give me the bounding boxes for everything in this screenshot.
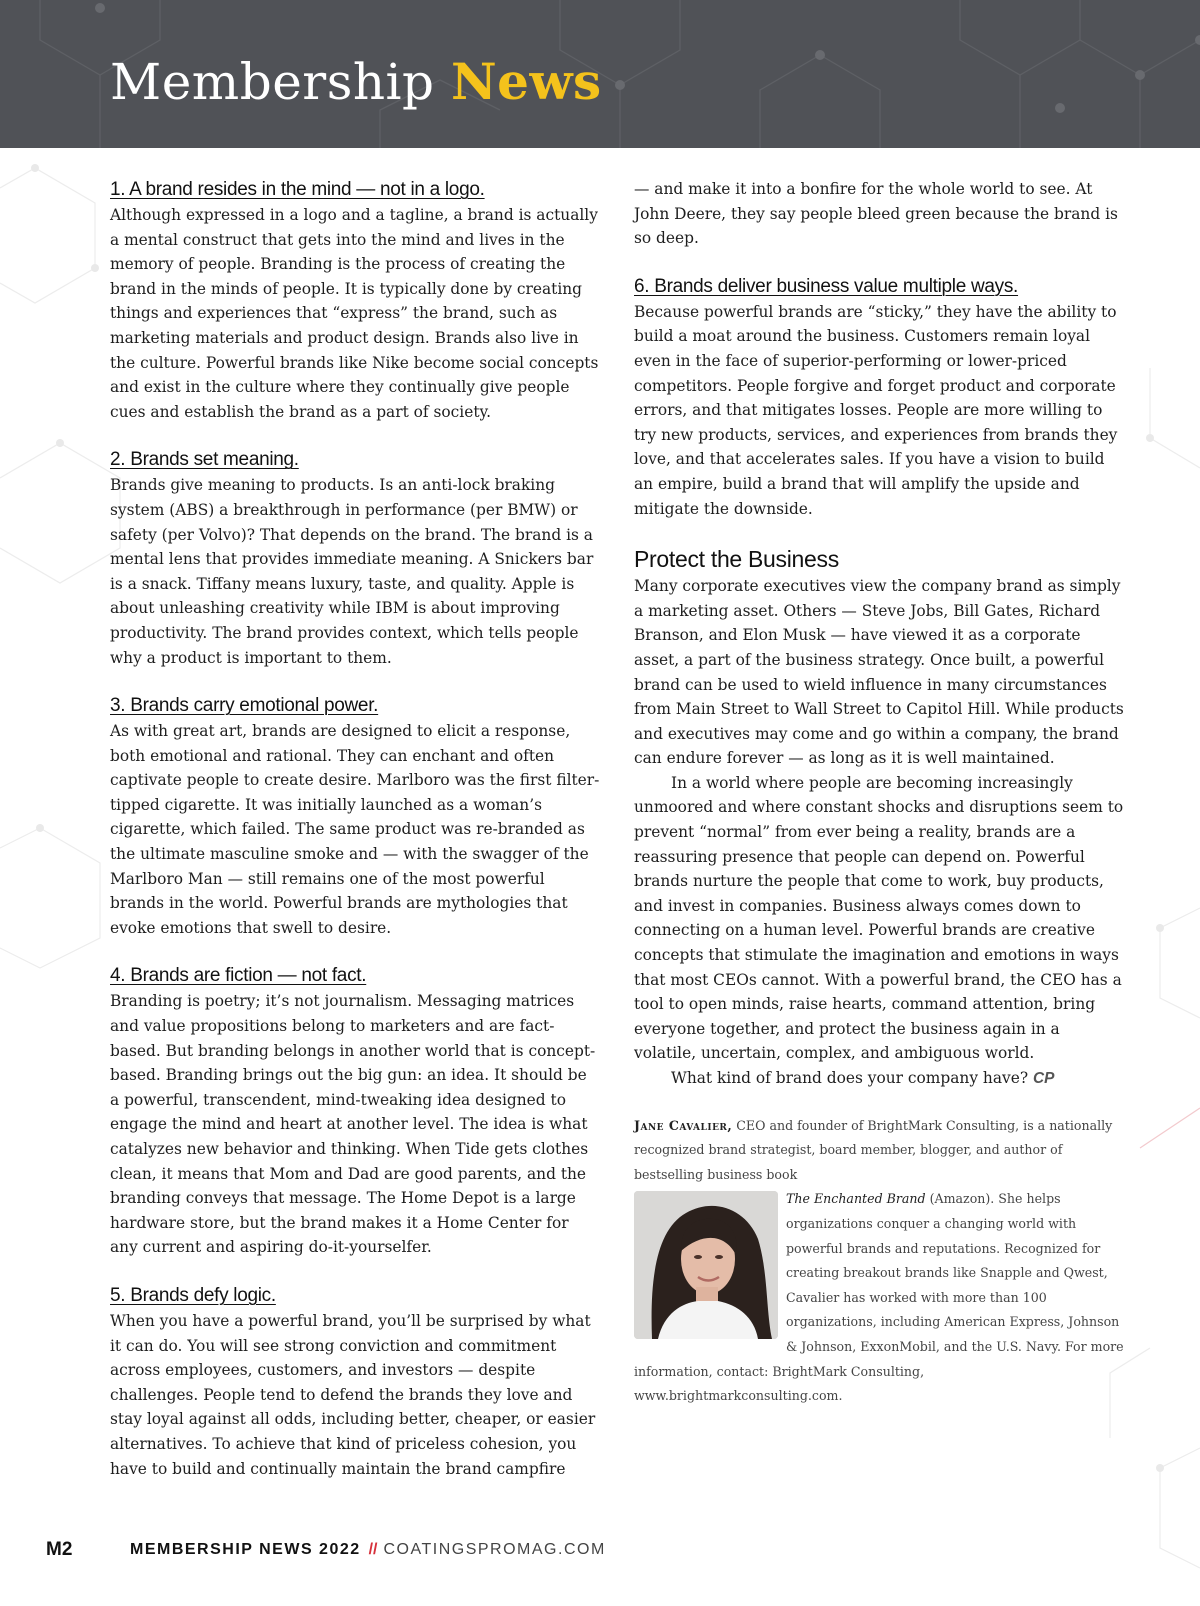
author-name: Jane Cavalier, bbox=[634, 1117, 733, 1133]
section-1-text: Although expressed in a logo and a tagline, a brand is actually a mental construct that gets into the mind and lives in the memory of people. Branding is the process of creating the brand in the minds of people. It is typically done by creating things and experiences that “express” the brand, such as marketing materials and product design. Brands also live in the culture. Powerful brands like Nike become social concepts and exist in the culture where they continually give people cues and establish the brand as a part of society. bbox=[110, 206, 599, 421]
author-portrait-image bbox=[634, 1191, 778, 1339]
section-5-heading: 5. Brands defy logic. bbox=[110, 1284, 276, 1306]
protect-paragraph-2: In a world where people are becoming increasingly unmoored and where constant shocks and disruptions seem to prevent “normal” from ever being a reality, brands are a reassuring presence that people can depend on. Powerful brands nurture the people that come to work, buy products, and invest in companies. Business always comes down to connecting on a human level. Powerful brands are creative concepts that stimulate the imagination and emotions in ways that most CEOs cannot. With a powerful brand, the CEO has a tool to open minds, raise hearts, command attention, bring everyone together, and protect the business again in a volatile, uncertain, complex, and ambiguous world. bbox=[634, 773, 1124, 1063]
website-link[interactable]: COATINGSPROMAG.COM bbox=[383, 1541, 606, 1558]
left-column bbox=[110, 177, 600, 1481]
end-mark-cp: CP bbox=[1032, 1070, 1055, 1087]
section-4-heading: 4. Brands are fiction — not fact. bbox=[110, 965, 367, 987]
closing-question: What kind of brand does your company have? bbox=[671, 1069, 1029, 1087]
title-main: Membership bbox=[110, 53, 435, 111]
bio-text-1: CEO and founder of BrightMark Consulting, is a nationally recognized brand strategist, board member, blogger, and author of bestselling business book bbox=[634, 1117, 1113, 1182]
section-6-text: Because powerful brands are “sticky,” they have the ability to build a moat around the business. Customers remain loyal even in the face of superior-performing or lower-priced competitors. People forgive and forget product and corporate errors, and that mitigates losses. People are more willing to try new products, services, and experiences from brands they love, and that accelerates sales. If you have a vision to build an empire, build a brand that will amplify the upside and mitigate the downside. bbox=[634, 302, 1118, 518]
section-2-heading: 2. Brands set meaning. bbox=[110, 449, 299, 471]
section-6-heading: 6. Brands deliver business value multiple ways. bbox=[634, 275, 1019, 297]
author-bio bbox=[634, 1114, 1124, 1409]
footer-publication bbox=[130, 1541, 606, 1559]
author-photo bbox=[634, 1191, 778, 1339]
section-5-continuation: — and make it into a bonfire for the whole world to see. At John Deere, they say people bleed green because the brand is so deep. bbox=[634, 180, 1118, 248]
protect-business-heading: Protect the Business bbox=[634, 546, 839, 573]
protect-paragraph-1: Many corporate executives view the company brand as simply a marketing asset. Others — Steve Jobs, Bill Gates, Richard Branson, and Elon Musk — have viewed it as a corporate asset, a part of the business strategy. Once built, a powerful brand can be used to wield influence in many circumstances from Main Street to Wall Street to Capitol Hill. While products and executives may come and go within a company, the brand can endure forever — as long as it is well maintained. bbox=[634, 577, 1124, 768]
section-4-text: Branding is poetry; it’s not journalism. Messaging matrices and value propositions belong to marketers and are fact-based. But branding belongs in another world that is concept-based. Branding brings out the big gun: an idea. It should be a powerful, transcendent, mind-tweaking idea designed to engage the mind and heart at another level. The idea is what catalyzes new behavior and thinking. When Tide gets clothes clean, it means that Mom and Dad are good parents, and the branding conveys that message. The Home Depot is a large hardware store, but the brand makes it a Home Center for any current and aspiring do-it-yourselfer. bbox=[110, 992, 596, 1257]
page-number: M2 bbox=[46, 1539, 73, 1560]
book-title: The Enchanted Brand bbox=[786, 1191, 926, 1207]
bio-text-3: (Amazon). She helps organizations conquer a changing world with powerful brands and reputations. Recognized for creating breakout brands like Snapple and Qwest, Cavalier has worked with more than 100 organizations, including American Express, Johnson & Johnson, ExxonMobil, and the U.S. Navy. For more information, contact: BrightMark Consulting, www.brightmarkconsulting.com. bbox=[634, 1191, 1124, 1404]
section-1-heading: 1. A brand resides in the mind — not in a logo. bbox=[110, 179, 485, 200]
section-3-heading: 3. Brands carry emotional power. bbox=[110, 695, 379, 717]
section-3-text: As with great art, brands are designed to elicit a response, both emotional and rational. They can enchant and often captivate people to create desire. Marlboro was the first filter-tipped cigarette. It was initially launched as a woman’s cigarette, which failed. The same product was re-branded as the ultimate masculine smoke and — with the swagger of the Marlboro Man — still remains one of the most powerful brands in the world. Powerful brands are mythologies that evoke emotions that swell to desire. bbox=[110, 722, 600, 937]
page-footer bbox=[0, 1535, 1200, 1565]
publication-name: MEMBERSHIP NEWS 2022 bbox=[130, 1541, 361, 1558]
page-header bbox=[0, 0, 1200, 148]
section-5-text: When you have a powerful brand, you’ll be surprised by what it can do. You will see strong conviction and commitment across employees, customers, and investors — despite challenges. People tend to defend the brands they love and stay loyal against all odds, including better, cheaper, or easier alternatives. To achieve that kind of priceless cohesion, you have to build and continually maintain the brand campfire bbox=[110, 1311, 596, 1478]
page-title bbox=[110, 52, 602, 112]
right-column bbox=[634, 177, 1124, 1409]
footer-separator: // bbox=[368, 1541, 378, 1558]
title-accent: News bbox=[450, 52, 602, 111]
section-2-text: Brands give meaning to products. Is an anti-lock braking system (ABS) a breakthrough in performance (per BMW) or safety (per Volvo)? That depends on the brand. The brand is a mental lens that provides immediate meaning. A Snickers bar is a snack. Tiffany means luxury, taste, and quality. Apple is about unleashing creativity while IBM is about improving productivity. The brand provides context, which tells people why a product is important to them. bbox=[110, 476, 594, 667]
protect-paragraph-3 bbox=[634, 1066, 1124, 1092]
